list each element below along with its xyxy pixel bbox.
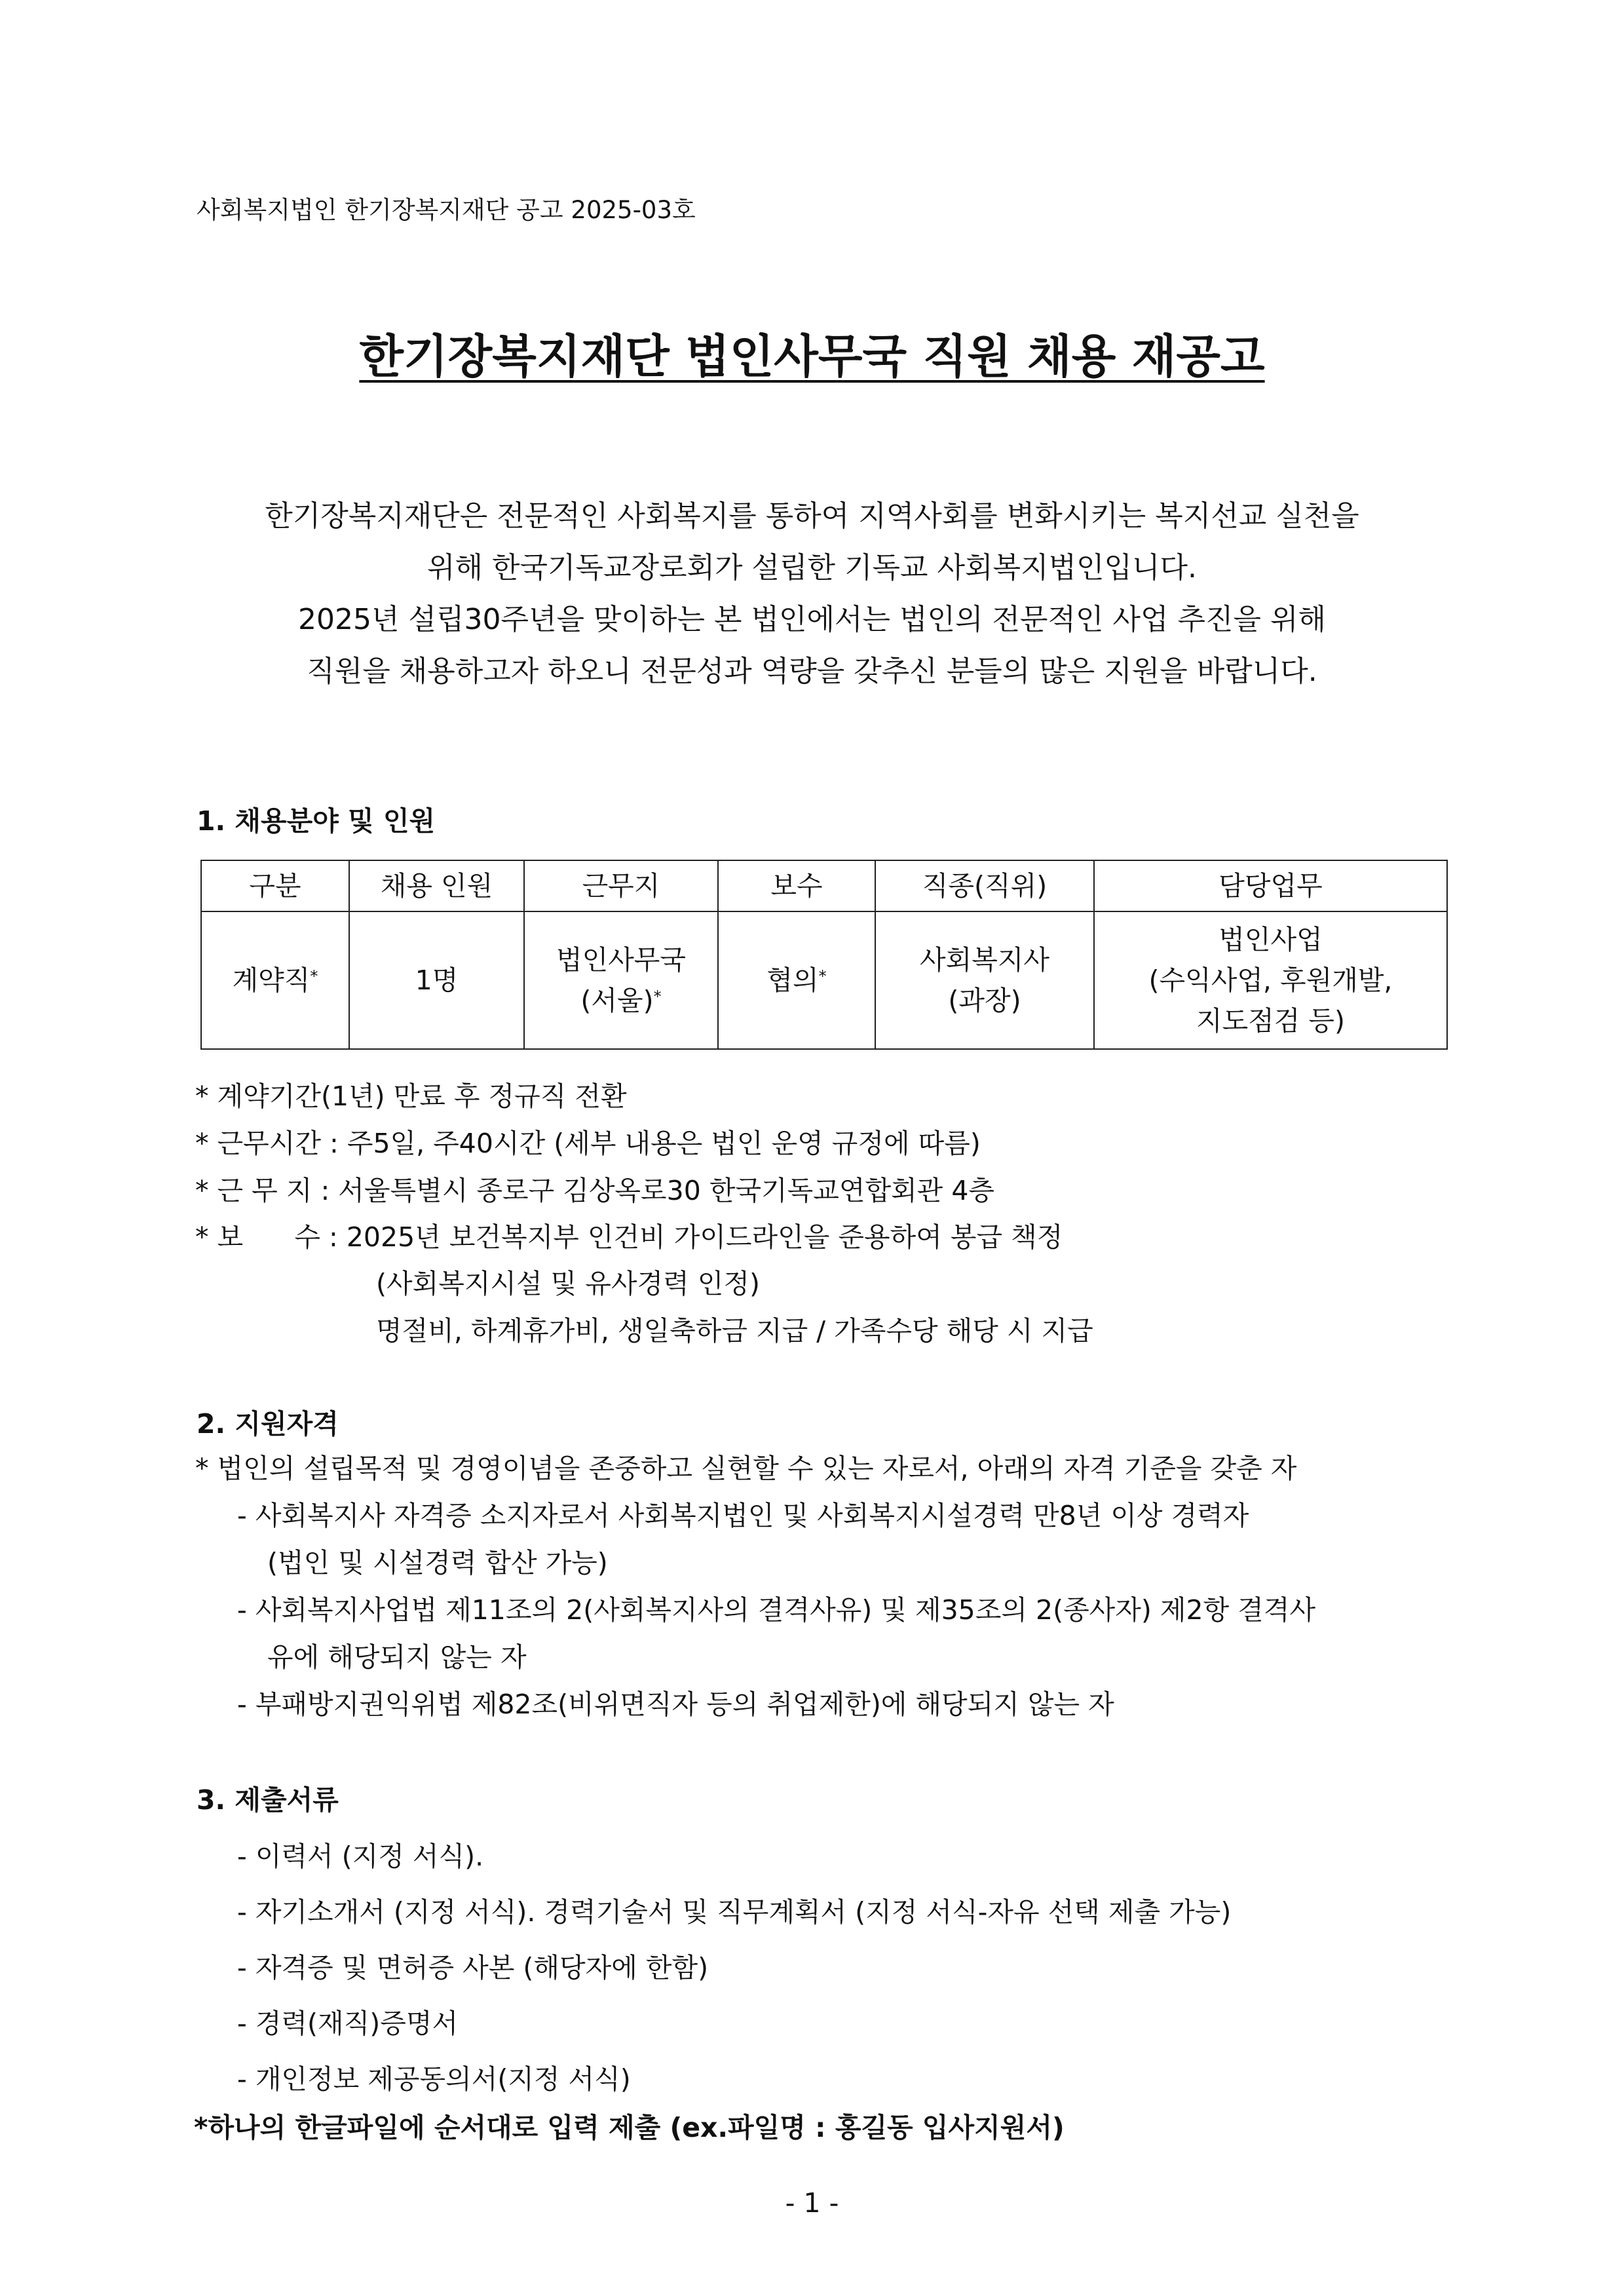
note-line: * 계약기간(1년) 만료 후 정규직 전환: [195, 1081, 627, 1112]
intro-line: 2025년 설립30주년을 맞이하는 본 법인에서는 법인의 전문적인 사업 추진을 위해: [298, 603, 1326, 636]
pay-value: 협의: [766, 965, 819, 996]
document-item: - 자기소개서 (지정 서식). 경력기술서 및 직무계획서 (지정 서식-자유 선택 제출 가능): [237, 1896, 1232, 1928]
document-item: - 개인정보 제공동의서(지정 서식): [237, 2063, 631, 2095]
table-cell-location: [524, 911, 718, 1049]
qualification-line: - 부패방지권익위법 제82조(비위면직자 등의 취업제한)에 해당되지 않는 자: [237, 1689, 1114, 1720]
intro-line: 위해 한국기독교장로회가 설립한 기독교 사회복지법인입니다.: [426, 551, 1198, 584]
table-header-cell: 담당업무: [1094, 860, 1447, 911]
qualification-line: * 법인의 설립목적 및 경영이념을 존중하고 실현할 수 있는 자로서, 아래의 자격 기준을 갖춘 자: [195, 1453, 1297, 1484]
document-item: - 이력서 (지정 서식).: [237, 1841, 484, 1872]
section-2-heading: 2. 지원자격: [197, 1408, 339, 1440]
table-header-cell: 구분: [201, 860, 349, 911]
note-line: 명절비, 하계휴가비, 생일축하금 지급 / 가족수당 해당 시 지급: [376, 1315, 1093, 1347]
table-row: [201, 911, 1447, 1049]
page-number: - 1 -: [785, 2187, 839, 2219]
qualification-line: - 사회복지사업법 제11조의 2(사회복지사의 결격사유) 및 제35조의 2(종사자) 제2항 결격사: [237, 1594, 1316, 1626]
job-line: 사회복지사: [919, 944, 1050, 976]
note-line: (사회복지시설 및 유사경력 인정): [376, 1268, 760, 1299]
footnote-mark: *: [310, 967, 318, 985]
table-header-cell: 직종(직위): [875, 860, 1094, 911]
table-cell-pay: [718, 911, 875, 1049]
job-line: (과장): [948, 985, 1021, 1016]
duty-line: (수익사업, 후원개발,: [1148, 965, 1393, 996]
note-line: * 근무시간 : 주5일, 주40시간 (세부 내용은 법인 운영 규정에 따름): [195, 1128, 981, 1159]
table-cell-job: [875, 911, 1094, 1049]
recruitment-table: [200, 860, 1448, 1050]
qualification-line: - 사회복지사 자격증 소지자로서 사회복지법인 및 사회복지시설경력 만8년 이상 경력자: [237, 1500, 1249, 1531]
table-cell-count: 1명: [349, 911, 524, 1049]
note-line: * 보 수 : 2025년 보건복지부 인건비 가이드라인을 준용하여 봉급 책정: [195, 1221, 1063, 1253]
table-header-cell: 보수: [718, 860, 875, 911]
table-cell-duty: [1094, 911, 1447, 1049]
note-line: * 근 무 지 : 서울특별시 종로구 김상옥로30 한국기독교연합회관 4층: [195, 1175, 995, 1206]
location-line: [525, 980, 717, 1021]
section-1-heading: 1. 채용분야 및 인원: [197, 805, 436, 837]
document-item: - 경력(재직)증명서: [237, 2008, 459, 2039]
notice-number: 사회복지법인 한기장복지재단 공고 2025-03호: [197, 196, 696, 224]
table-header-cell: 채용 인원: [349, 860, 524, 911]
employment-type: 계약직: [232, 965, 311, 996]
table-header-cell: 근무지: [524, 860, 718, 911]
section-3-heading: 3. 제출서류: [197, 1784, 339, 1816]
intro-line: 직원을 채용하고자 하오니 전문성과 역량을 갖추신 분들의 많은 지원을 바랍니다.: [307, 655, 1317, 688]
intro-paragraph: [0, 490, 1624, 697]
document-item: - 자격증 및 면허증 사본 (해당자에 한함): [237, 1952, 709, 1983]
location-line: 법인사무국: [556, 944, 687, 976]
table-cell-type: [201, 911, 349, 1049]
submission-note: *하나의 한글파일에 순서대로 입력 제출 (ex.파일명 : 홍길동 입사지원서): [194, 2112, 1065, 2143]
duty-line: 법인사업: [1218, 924, 1323, 955]
footnote-mark: *: [653, 987, 662, 1006]
document-title: 한기장복지재단 법인사무국 직원 채용 재공고: [359, 330, 1265, 383]
duty-line: 지도점검 등): [1196, 1005, 1346, 1037]
table-header-row: [201, 860, 1447, 911]
footnote-mark: *: [818, 967, 827, 985]
qualification-line: (법인 및 시설경력 합산 가능): [267, 1547, 608, 1578]
intro-line: 한기장복지재단은 전문적인 사회복지를 통하여 지역사회를 변화시키는 복지선교 실천을: [265, 499, 1359, 533]
qualification-line: 유에 해당되지 않는 자: [267, 1641, 527, 1673]
location-city: (서울): [580, 985, 654, 1016]
